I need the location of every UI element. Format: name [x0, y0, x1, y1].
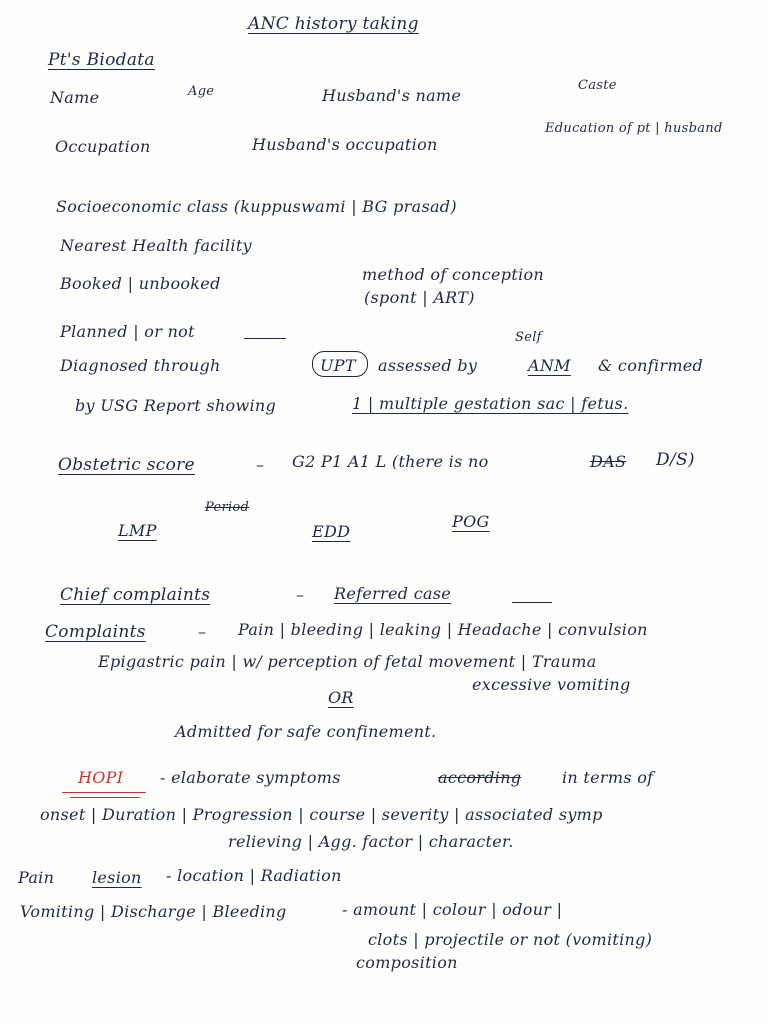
obstetric-struck: DAS: [590, 452, 627, 471]
field-education: Education of pt | husband: [545, 121, 723, 136]
field-name: Name: [50, 88, 100, 107]
line-gestation: 1 | multiple gestation sac | fetus.: [352, 394, 629, 413]
field-age: Age: [188, 84, 215, 99]
vomit-line-1: Vomiting | Discharge | Bleeding: [20, 902, 287, 921]
line-booked: Booked | unbooked: [60, 274, 221, 293]
hopi-struck: according: [438, 768, 522, 787]
vomit-line-4: composition: [356, 953, 458, 972]
field-husband-name: Husband's name: [322, 86, 462, 105]
vomit-line-2: - amount | colour | odour |: [342, 900, 563, 919]
hopi-underline-1: [62, 792, 146, 793]
biodata-heading: Pt's Biodata: [48, 50, 155, 70]
planned-blank: [244, 338, 286, 339]
line-planned: Planned | or not: [60, 322, 195, 341]
line-conception-method: method of conception: [362, 265, 545, 284]
complaints-label: Complaints: [45, 622, 146, 642]
line-usg: by USG Report showing: [75, 396, 277, 415]
line-assessed: assessed by: [378, 356, 478, 375]
obstetric-label: Obstetric score: [58, 455, 195, 475]
complaints-line-1: Pain | bleeding | leaking | Headache | convulsion: [238, 620, 648, 639]
hopi-line-4: relieving | Agg. factor | character.: [228, 832, 514, 851]
line-diagnosed: Diagnosed through: [60, 356, 221, 375]
field-pog: POG: [452, 512, 490, 531]
hopi-line-3: onset | Duration | Progression | course | severity | associated symp: [40, 805, 603, 824]
line-anm: ANM: [528, 356, 571, 375]
line-upt: UPT: [320, 356, 356, 375]
line-confirmed: & confirmed: [598, 356, 704, 375]
page-title: ANC history taking: [248, 14, 419, 34]
pain-detail: - location | Radiation: [166, 866, 342, 885]
chief-value: Referred case: [334, 584, 452, 603]
obstetric-end: D/S): [656, 450, 695, 470]
line-conception-type: (spont | ART): [364, 288, 475, 307]
note-period: Period: [205, 500, 250, 515]
vomit-line-3: clots | projectile or not (vomiting): [368, 930, 653, 949]
hopi-underline-2: [70, 797, 140, 798]
obstetric-dash: –: [256, 455, 265, 474]
hopi-line-1: - elaborate symptoms: [160, 768, 341, 787]
hopi-line-2: in terms of: [562, 768, 654, 787]
field-edd: EDD: [312, 522, 351, 541]
line-health-facility: Nearest Health facility: [60, 236, 252, 255]
pain-label: Pain: [18, 868, 55, 887]
note-self: Self: [515, 330, 542, 345]
field-caste: Caste: [578, 78, 617, 93]
or-label: OR: [328, 688, 354, 707]
field-lmp: LMP: [118, 521, 157, 540]
lesion-label: lesion: [92, 868, 142, 887]
complaints-dash: –: [198, 622, 207, 641]
admitted-line: Admitted for safe confinement.: [175, 722, 437, 741]
chief-label: Chief complaints: [60, 585, 211, 605]
hopi-label: HOPI: [78, 768, 124, 787]
chief-dash: –: [296, 585, 305, 604]
line-socioeconomic: Socioeconomic class (kuppuswami | BG prasad): [56, 197, 457, 216]
complaints-line-2: Epigastric pain | w/ perception of fetal movement | Trauma: [98, 652, 597, 671]
chief-blank: [512, 602, 552, 603]
obstetric-value: G2 P1 A1 L (there is no: [292, 452, 489, 471]
field-husband-occupation: Husband's occupation: [252, 135, 438, 154]
field-occupation: Occupation: [55, 137, 151, 156]
complaints-line-3: excessive vomiting: [472, 675, 631, 694]
